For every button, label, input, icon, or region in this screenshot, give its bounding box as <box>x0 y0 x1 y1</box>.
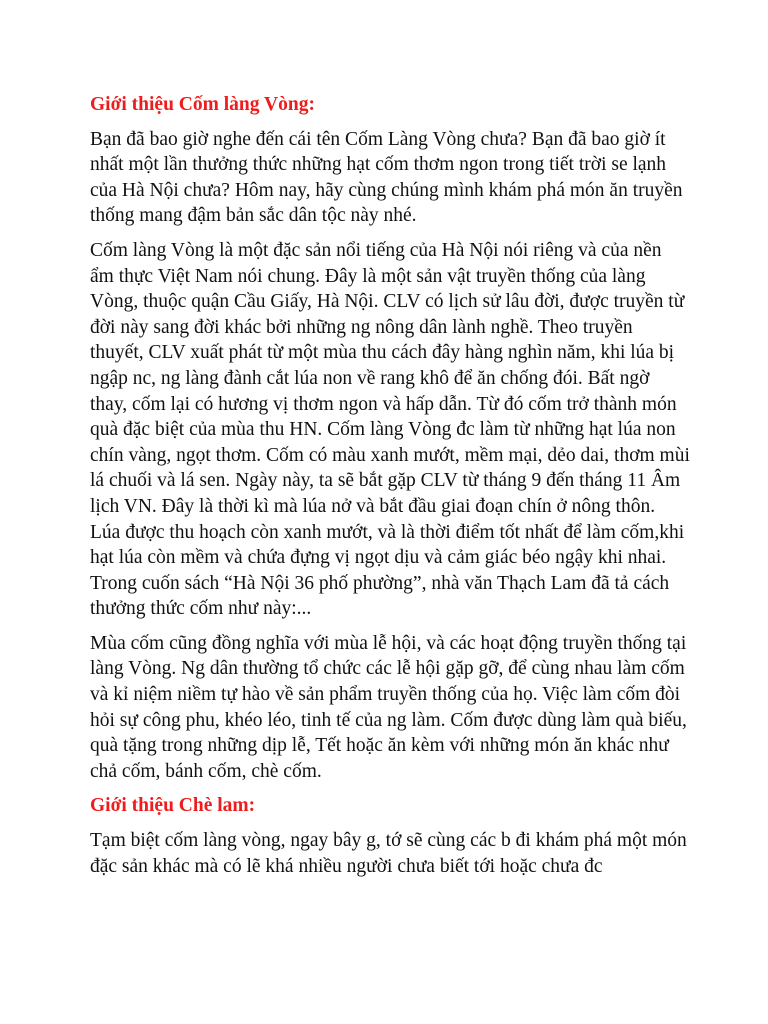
paragraph-history: Cốm làng Vòng là một đặc sản nổi tiếng của Hà Nội nói riêng và của nền ẩm thực Việt Nam nói chung. Đây là một sản vật truyền thống của làng Vòng, thuộc quận Cầu Giấy, Hà Nội. CLV có lịch sử lâu đời, được truyền từ đời này sang đời khác bởi những ng nông dân lành nghề. Theo truyền thuyết, CLV xuất phát từ một mùa thu cách đây hàng nghìn năm, khi lúa bị ngập nc, ng làng đành cắt lúa non về rang khô để ăn chống đói. Bất ngờ thay, cốm lại có hương vị thơm ngon và hấp dẫn. Từ đó cốm trở thành món quà đặc biệt của mùa thu HN. Cốm làng Vòng đc làm từ những hạt lúa non chín vàng, ngọt thơm. Cốm có màu xanh mướt, mềm mại, dẻo dai, thơm mùi lá chuối và lá sen. Ngày này, ta sẽ bắt gặp CLV từ tháng 9 đến tháng 11 Âm lịch VN. Đây là thời kì mà lúa nở và bắt đầu giai đoạn chín ở nông thôn. Lúa được thu hoạch còn xanh mướt, và là thời điểm tốt nhất để làm cốm,khi hạt lúa còn mềm và chứa đựng vị ngọt dịu và cảm giác béo ngậy khi nhai. Trong cuốn sách “Hà Nội 36 phố phường”, nhà văn Thạch Lam đã tả cách thưởng thức cốm như này:... <box>90 239 690 620</box>
paragraph-che-lam-intro: Tạm biệt cốm làng vòng, ngay bây g, tớ sẽ cùng các b đi khám phá một món đặc sản khác mà có lẽ khá nhiều người chưa biết tới hoặc chưa đc <box>90 830 687 877</box>
paragraph-intro: Bạn đã bao giờ nghe đến cái tên Cốm Làng Vòng chưa? Bạn đã bao giờ ít nhất một lần thưởng thức những hạt cốm thơm ngon trong tiết trời se lạnh của Hà Nội chưa? Hôm nay, hãy cùng chúng mình khám phá món ăn truyền thống mang đậm bản sắc dân tộc này nhé. <box>90 128 683 227</box>
section-heading-che-lam: Giới thiệu Chè lam: <box>90 795 256 817</box>
paragraph-festival: Mùa cốm cũng đồng nghĩa với mùa lễ hội, và các hoạt động truyền thống tại làng Vòng. Ng dân thường tổ chức các lễ hội gặp gỡ, để cùng nhau làm cốm và kỉ niệm niềm tự hào về sản phẩm truyền thống của họ. Việc làm cốm đòi hỏi sự công phu, khéo léo, tinh tế của ng làm. Cốm được dùng làm quà biếu, quà tặng trong những dịp lễ, Tết hoặc ăn kèm với những món ăn khác như chả cốm, bánh cốm, chè cốm. <box>90 632 687 782</box>
section-heading-com-lang-vong: Giới thiệu Cốm làng Vòng: <box>90 94 315 115</box>
document-page <box>90 92 690 888</box>
